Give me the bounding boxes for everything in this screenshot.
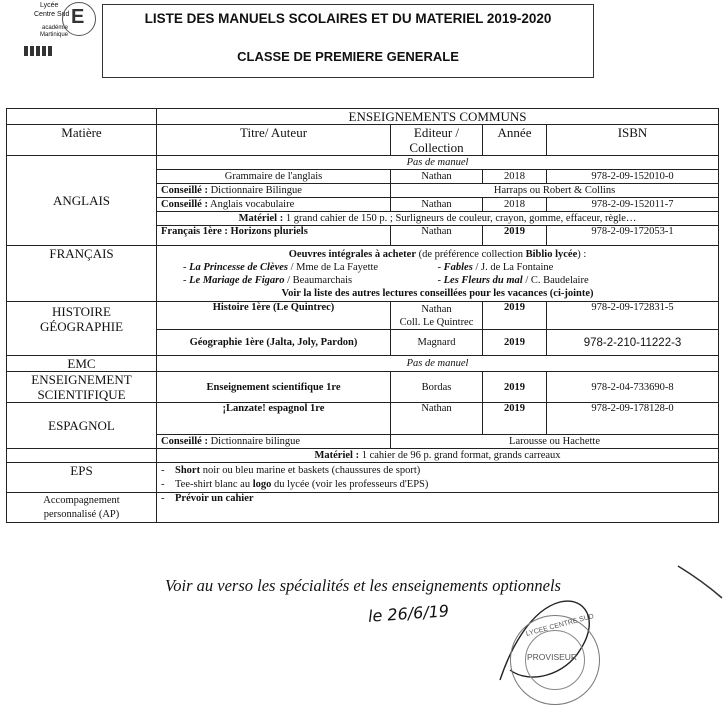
ap-details: - Prévoir un cahier [157, 493, 719, 523]
subject-scientifique: ENSEIGNEMENT SCIENTIFIQUE [7, 372, 157, 403]
cell-titre: Conseillé : Dictionnaire bilingue [157, 435, 391, 449]
cell-editeur: Nathan [391, 198, 483, 212]
cell-editeur: Magnard [391, 330, 483, 356]
cell-isbn: 978-2-210-11222-3 [547, 330, 719, 356]
cell-isbn: 978-2-09-152011-7 [547, 198, 719, 212]
subject-eps: EPS [7, 463, 157, 493]
list-item: - Le Mariage de Figaro / Beaumarchais [183, 274, 353, 286]
stamp-center-text: PROVISEUR [527, 652, 578, 662]
cell-titre: ¡Lanzate! espagnol 1re [157, 403, 391, 435]
francais-oeuvres: Oeuvres intégrales à acheter (de préférence collection Biblio lycée) : - La Princesse de Clèves / Mme de La Fayette - Fables / J. de La Fontaine - Le Mariage de Figaro / Beaumarchais - Les Fleurs du mal / C. Baudelaire Voir la liste des autres lectures conseillées pour les vacances (ci-jointe) [157, 246, 719, 302]
col-titre: Titre/ Auteur [157, 125, 391, 156]
col-editeur: Editeur / Collection [391, 125, 483, 156]
cell-isbn: 978-2-09-172831-5 [547, 302, 719, 330]
anglais-materiel: Matériel : 1 grand cahier de 150 p. ; Surligneurs de couleur, crayon, gomme, effaceur, règle… [157, 212, 719, 226]
eps-details [157, 463, 719, 493]
cell-titre: Grammaire de l'anglais [157, 170, 391, 184]
school-logo [18, 2, 100, 64]
cell-titre: Conseillé : Anglais vocabulaire [157, 198, 391, 212]
cell-editeur: Nathan [391, 403, 483, 435]
list-item: - Les Fleurs du mal / C. Baudelaire [437, 274, 589, 286]
table-row [7, 372, 719, 403]
francais-voir: Voir la liste des autres lectures conseillées pour les vacances (ci-jointe) [281, 287, 594, 299]
cell-titre: Géographie 1ère (Jalta, Joly, Pardon) [157, 330, 391, 356]
cell-editeur: Harraps ou Robert & Collins [391, 184, 719, 198]
republic-flag-icon [24, 46, 54, 56]
cell-titre: Enseignement scientifique 1re [157, 372, 391, 403]
cell-titre: Conseillé : Dictionnaire Bilingue [157, 184, 391, 198]
logo-line4: Martinique [40, 32, 69, 38]
logo-line1: Lycée [40, 2, 59, 9]
cell-annee: 2019 [483, 330, 547, 356]
cell-titre: Français 1ère : Horizons pluriels [157, 226, 391, 246]
handwritten-date: le 26/6/19 [367, 601, 450, 626]
page-title: LISTE DES MANUELS SCOLAIRES ET DU MATERIEL 2019-2020 [144, 11, 552, 26]
cell-isbn: 978-2-09-152010-0 [547, 170, 719, 184]
list-item: - La Princesse de Clèves / Mme de La Fayette [183, 261, 379, 273]
emc-pas-de-manuel: Pas de manuel [157, 356, 719, 372]
list-item: - Tee-shirt blanc au logo du lycée (voir les professeurs d'EPS) [161, 478, 429, 490]
espagnol-materiel: Matériel : 1 cahier de 96 p. grand format, grands carreaux [157, 449, 719, 463]
logo-line2: Centre Sud [34, 11, 70, 18]
col-annee: Année [483, 125, 547, 156]
textbook-table [6, 108, 719, 523]
footer-note: Voir au verso les spécialités et les enseignements optionnels [165, 576, 561, 595]
table-row [7, 403, 719, 435]
cell-editeur: Nathan [391, 170, 483, 184]
subject-histoire: HISTOIRE GÉOGRAPHIE [7, 302, 157, 356]
cell-annee: 2019 [483, 372, 547, 403]
cell-isbn: 978-2-09-172053-1 [547, 226, 719, 246]
cell-editeur: Nathan Coll. Le Quintrec [391, 302, 483, 330]
table-row [7, 302, 719, 330]
cell-annee: 2019 [483, 302, 547, 330]
section-title: ENSEIGNEMENTS COMMUNS [157, 109, 719, 125]
cell-annee: 2019 [483, 226, 547, 246]
subject-ap: Accompagnement personnalisé (AP) [7, 493, 157, 523]
school-stamp [510, 615, 600, 705]
anglais-pas-de-manuel: Pas de manuel [157, 156, 719, 170]
cell-annee: 2019 [483, 403, 547, 435]
pen-mark-icon [676, 562, 724, 602]
list-item: - Fables / J. de La Fontaine [437, 261, 554, 273]
header-box [102, 4, 594, 78]
col-matiere: Matière [7, 125, 157, 156]
col-isbn: ISBN [547, 125, 719, 156]
logo-line3: académie [42, 25, 69, 31]
subject-emc: EMC [7, 356, 157, 372]
subject-francais: FRANÇAIS [7, 246, 157, 302]
cell-isbn: 978-2-09-178128-0 [547, 403, 719, 435]
list-item: - Short noir ou bleu marine et baskets (chaussures de sport) [161, 464, 421, 476]
cell-titre: Histoire 1ère (Le Quintrec) [157, 302, 391, 330]
page-subtitle: CLASSE DE PREMIERE GENERALE [237, 49, 459, 64]
cell-annee: 2018 [483, 170, 547, 184]
subject-espagnol: ESPAGNOL [7, 403, 157, 449]
logo-e-icon: E [71, 6, 85, 28]
cell-isbn: 978-2-04-733690-8 [547, 372, 719, 403]
stamp-top-text: LYCEE CENTRE SUD [525, 613, 595, 638]
cell-editeur: Nathan [391, 226, 483, 246]
cell-annee: 2018 [483, 198, 547, 212]
cell-editeur: Larousse ou Hachette [391, 435, 719, 449]
subject-anglais: ANGLAIS [7, 156, 157, 246]
cell-editeur: Bordas [391, 372, 483, 403]
